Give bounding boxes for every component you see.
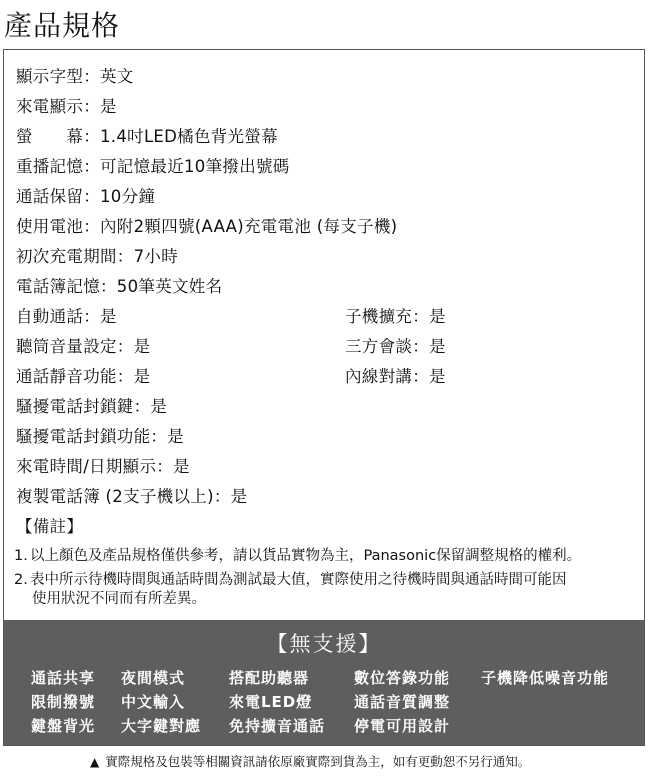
feature-item: 免持擴音通話 bbox=[229, 717, 326, 735]
spec-phonebook: 電話簿記憶：50筆英文姓名 bbox=[16, 277, 223, 296]
note-number: 2. bbox=[14, 572, 28, 588]
note-text-continued: 使用狀況不同而有所差異。 bbox=[32, 591, 206, 607]
spec-battery: 使用電池：內附2顆四號(AAA)充電電池 (每支子機) bbox=[16, 217, 398, 236]
spec-redial-memory: 重播記憶：可記憶最近10筆撥出號碼 bbox=[16, 157, 290, 176]
footer-notice bbox=[90, 752, 530, 770]
feature-item: 通話共享 bbox=[31, 669, 96, 687]
spec-caller-id: 來電顯示：是 bbox=[16, 97, 117, 116]
remark-note-1 bbox=[14, 547, 636, 566]
spec-nuisance-block-key: 騷擾電話封鎖鍵：是 bbox=[16, 397, 168, 416]
footer-text: 實際規格及包裝等相關資訊請依原廠實際到貨為主，如有更動恕不另行通知。 bbox=[105, 754, 531, 769]
no-support-panel bbox=[4, 620, 644, 745]
feature-item: 搭配助聽器 bbox=[229, 669, 310, 687]
spec-mute: 通話靜音功能：是 bbox=[16, 367, 151, 386]
feature-item: 停電可用設計 bbox=[354, 717, 451, 735]
feature-item: 鍵盤背光 bbox=[31, 717, 96, 735]
spec-call-hold: 通話保留：10分鐘 bbox=[16, 187, 156, 206]
spec-nuisance-block: 騷擾電話封鎖功能：是 bbox=[16, 427, 184, 446]
spec-display-font: 顯示字型：英文 bbox=[16, 67, 134, 86]
spec-screen: 螢 幕：1.4吋LED橘色背光螢幕 bbox=[16, 127, 278, 146]
feature-item: 中文輸入 bbox=[121, 693, 186, 711]
feature-item: 來電LED燈 bbox=[229, 693, 313, 711]
feature-item: 子機降低噪音功能 bbox=[481, 669, 610, 687]
spec-initial-charge: 初次充電期間：7小時 bbox=[16, 247, 178, 266]
spec-copy-phonebook: 複製電話簿 (2支子機以上)：是 bbox=[16, 487, 248, 506]
spec-three-way-call: 三方會談：是 bbox=[345, 337, 446, 356]
remarks-heading: 【備註】 bbox=[16, 517, 84, 536]
note-text: 以上顏色及產品規格僅供參考，請以貨品實物為主，Panasonic保留調整規格的權利。 bbox=[30, 548, 582, 564]
feature-item: 限制撥號 bbox=[31, 693, 96, 711]
note-number: 1. bbox=[14, 548, 28, 564]
spec-panel bbox=[3, 49, 645, 746]
note-text: 表中所示待機時間與通話時間為測試最大值，實際使用之待機時間與通話時間可能因 bbox=[30, 572, 567, 588]
remark-note-2 bbox=[14, 571, 636, 609]
page-title: 產品規格 bbox=[4, 9, 121, 42]
feature-item: 夜間模式 bbox=[121, 669, 186, 687]
no-support-heading: 【無支援】 bbox=[266, 632, 382, 656]
feature-item: 通話音質調整 bbox=[354, 693, 451, 711]
spec-auto-talk: 自動通話：是 bbox=[16, 307, 117, 326]
spec-handset-expansion: 子機擴充：是 bbox=[345, 307, 446, 326]
warning-triangle-icon: ▲ bbox=[90, 755, 100, 769]
feature-item: 數位答錄功能 bbox=[354, 669, 451, 687]
spec-intercom: 內線對講：是 bbox=[345, 367, 446, 386]
spec-receiver-volume: 聽筒音量設定：是 bbox=[16, 337, 151, 356]
feature-item: 大字鍵對應 bbox=[121, 717, 202, 735]
spec-call-time-date: 來電時間/日期顯示：是 bbox=[16, 457, 190, 476]
